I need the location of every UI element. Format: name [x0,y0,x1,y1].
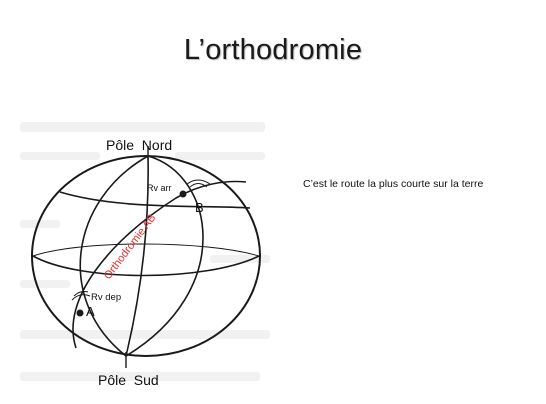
rv-dep-label: Rv dep [91,292,122,303]
rv-arr-label: Rv arr [147,183,172,193]
orthodromie-label: Orthodromie AB [101,212,159,282]
point-a-label: A [86,304,95,319]
slide-title: L’orthodromie [183,34,363,66]
equator-back [33,244,259,256]
left-meridian [80,156,148,356]
caption-text: C’est le route la plus courte sur la terre [303,178,484,190]
globe-outline [32,156,260,356]
pole-nord-label: Pôle Nord [106,137,173,153]
equator [33,256,259,276]
pole-sud-label: Pôle Sud [98,372,159,388]
upper-parallel [60,192,250,208]
point-a-marker [77,310,84,317]
point-b-marker [180,191,187,198]
point-b-label: B [195,200,204,215]
